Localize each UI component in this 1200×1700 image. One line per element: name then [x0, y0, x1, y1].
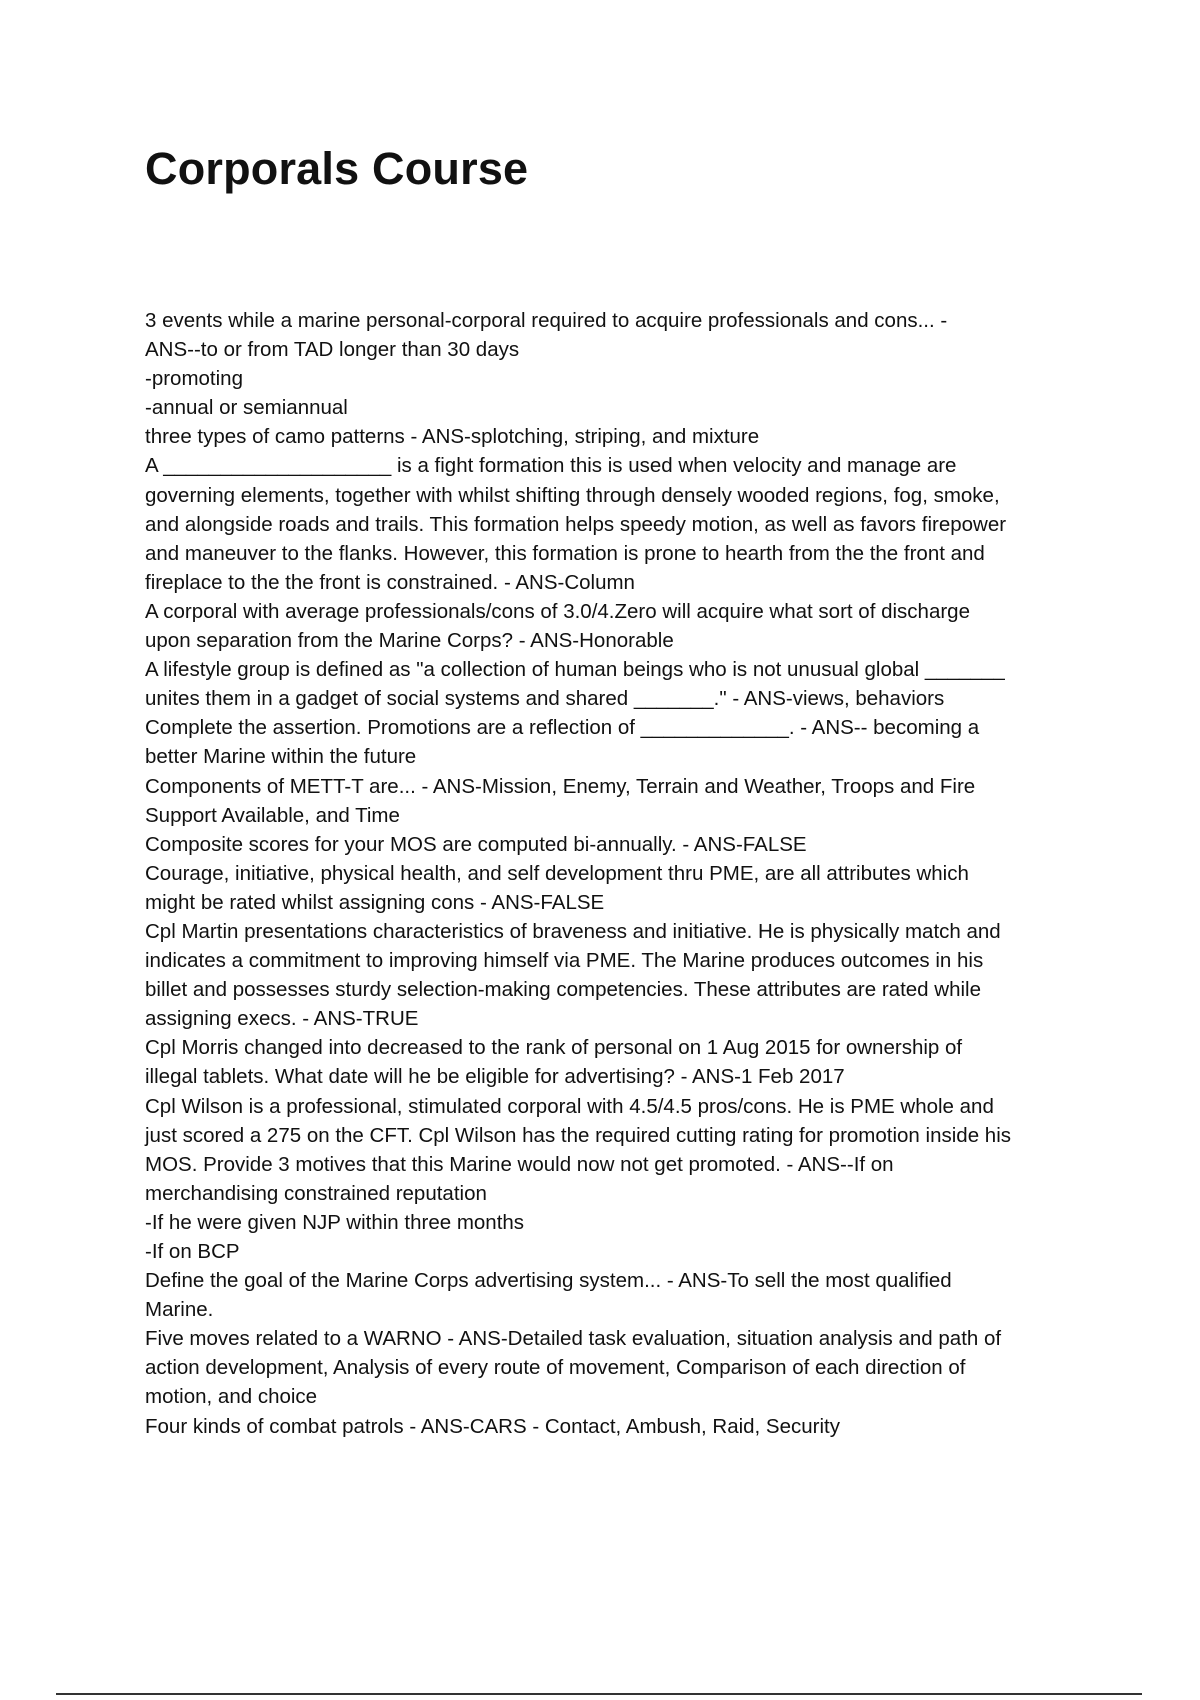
- footer-divider: [56, 1693, 1142, 1695]
- text-line: Composite scores for your MOS are computed bi-annually. - ANS-FALSE: [145, 832, 807, 856]
- page-title: Corporals Course: [145, 143, 529, 194]
- text-line: 3 events while a marine personal-corporal required to acquire professionals and cons... -: [145, 309, 948, 332]
- text-line: assigning execs. - ANS-TRUE: [145, 1007, 419, 1031]
- text-line: Components of METT-T are... - ANS-Mission, Enemy, Terrain and Weather, Troops and Fire: [145, 774, 976, 798]
- text-line: Support Available, and Time: [145, 803, 400, 827]
- text-line: Courage, initiative, physical health, and self development thru PME, are all attributes which: [145, 861, 969, 885]
- text-line: Marine.: [145, 1298, 214, 1322]
- text-line: MOS. Provide 3 motives that this Marine would now not get promoted. - ANS--If on: [145, 1152, 894, 1176]
- text-line: action development, Analysis of every route of movement, Comparison of each direction of: [145, 1356, 966, 1380]
- text-line: A lifestyle group is defined as "a collection of human beings who is not unusual global _______: [145, 658, 1005, 682]
- text-line: three types of camo patterns - ANS-splotching, striping, and mixture: [145, 425, 760, 449]
- text-line: -If on BCP: [145, 1240, 240, 1263]
- text-line: fireplace to the the front is constrained. - ANS-Column: [145, 570, 635, 594]
- text-line: Four kinds of combat patrols - ANS-CARS - Contact, Ambush, Raid, Security: [145, 1414, 840, 1438]
- text-line: A corporal with average professionals/cons of 3.0/4.Zero will acquire what sort of discharge: [145, 599, 970, 623]
- text-line: -If he were given NJP within three months: [145, 1210, 525, 1234]
- text-line: A ____________________ is a fight formation this is used when velocity and manage are: [145, 454, 957, 478]
- text-line: governing elements, together with whilst shifting through densely wooded regions, fog, smoke,: [145, 483, 1000, 507]
- text-line: Five moves related to a WARNO - ANS-Detailed task evaluation, situation analysis and path of: [145, 1327, 1002, 1351]
- text-line: indicates a commitment to improving himself via PME. The Marine produces outcomes in his: [145, 949, 984, 973]
- text-line: Cpl Morris changed into decreased to the rank of personal on 1 Aug 2015 for ownership of: [145, 1036, 963, 1060]
- text-line: Define the goal of the Marine Corps advertising system... - ANS-To sell the most qualified: [145, 1269, 952, 1293]
- text-line: illegal tablets. What date will he be eligible for advertising? - ANS-1 Feb 2017: [145, 1065, 845, 1089]
- document-body: [145, 306, 1090, 1441]
- text-line: Cpl Wilson is a professional, stimulated corporal with 4.5/4.5 pros/cons. He is PME whole and: [145, 1094, 994, 1118]
- text-line: Cpl Martin presentations characteristics of braveness and initiative. He is physically match and: [145, 919, 1001, 943]
- text-line: motion, and choice: [145, 1385, 318, 1409]
- text-line: might be rated whilst assigning cons - ANS-FALSE: [145, 890, 605, 914]
- text-line: ANS--to or from TAD longer than 30 days: [145, 338, 520, 362]
- text-line: -annual or semiannual: [145, 396, 348, 420]
- text-line: and alongside roads and trails. This formation helps speedy motion, as well as favors firepower: [145, 512, 1007, 536]
- text-line: billet and possesses sturdy selection-making competencies. These attributes are rated while: [145, 978, 981, 1002]
- text-line: upon separation from the Marine Corps? - ANS-Honorable: [145, 629, 674, 653]
- text-line: unites them in a gadget of social systems and shared _______." - ANS-views, behaviors: [145, 687, 945, 711]
- text-line: and maneuver to the flanks. However, this formation is prone to hearth from the the front and: [145, 541, 985, 565]
- text-line: merchandising constrained reputation: [145, 1181, 487, 1205]
- text-line: better Marine within the future: [145, 745, 417, 769]
- text-line: -promoting: [145, 367, 243, 391]
- text-line: just scored a 275 on the CFT. Cpl Wilson has the required cutting rating for promotion inside his: [145, 1123, 1011, 1147]
- text-line: Complete the assertion. Promotions are a reflection of _____________. - ANS-- becoming a: [145, 716, 980, 740]
